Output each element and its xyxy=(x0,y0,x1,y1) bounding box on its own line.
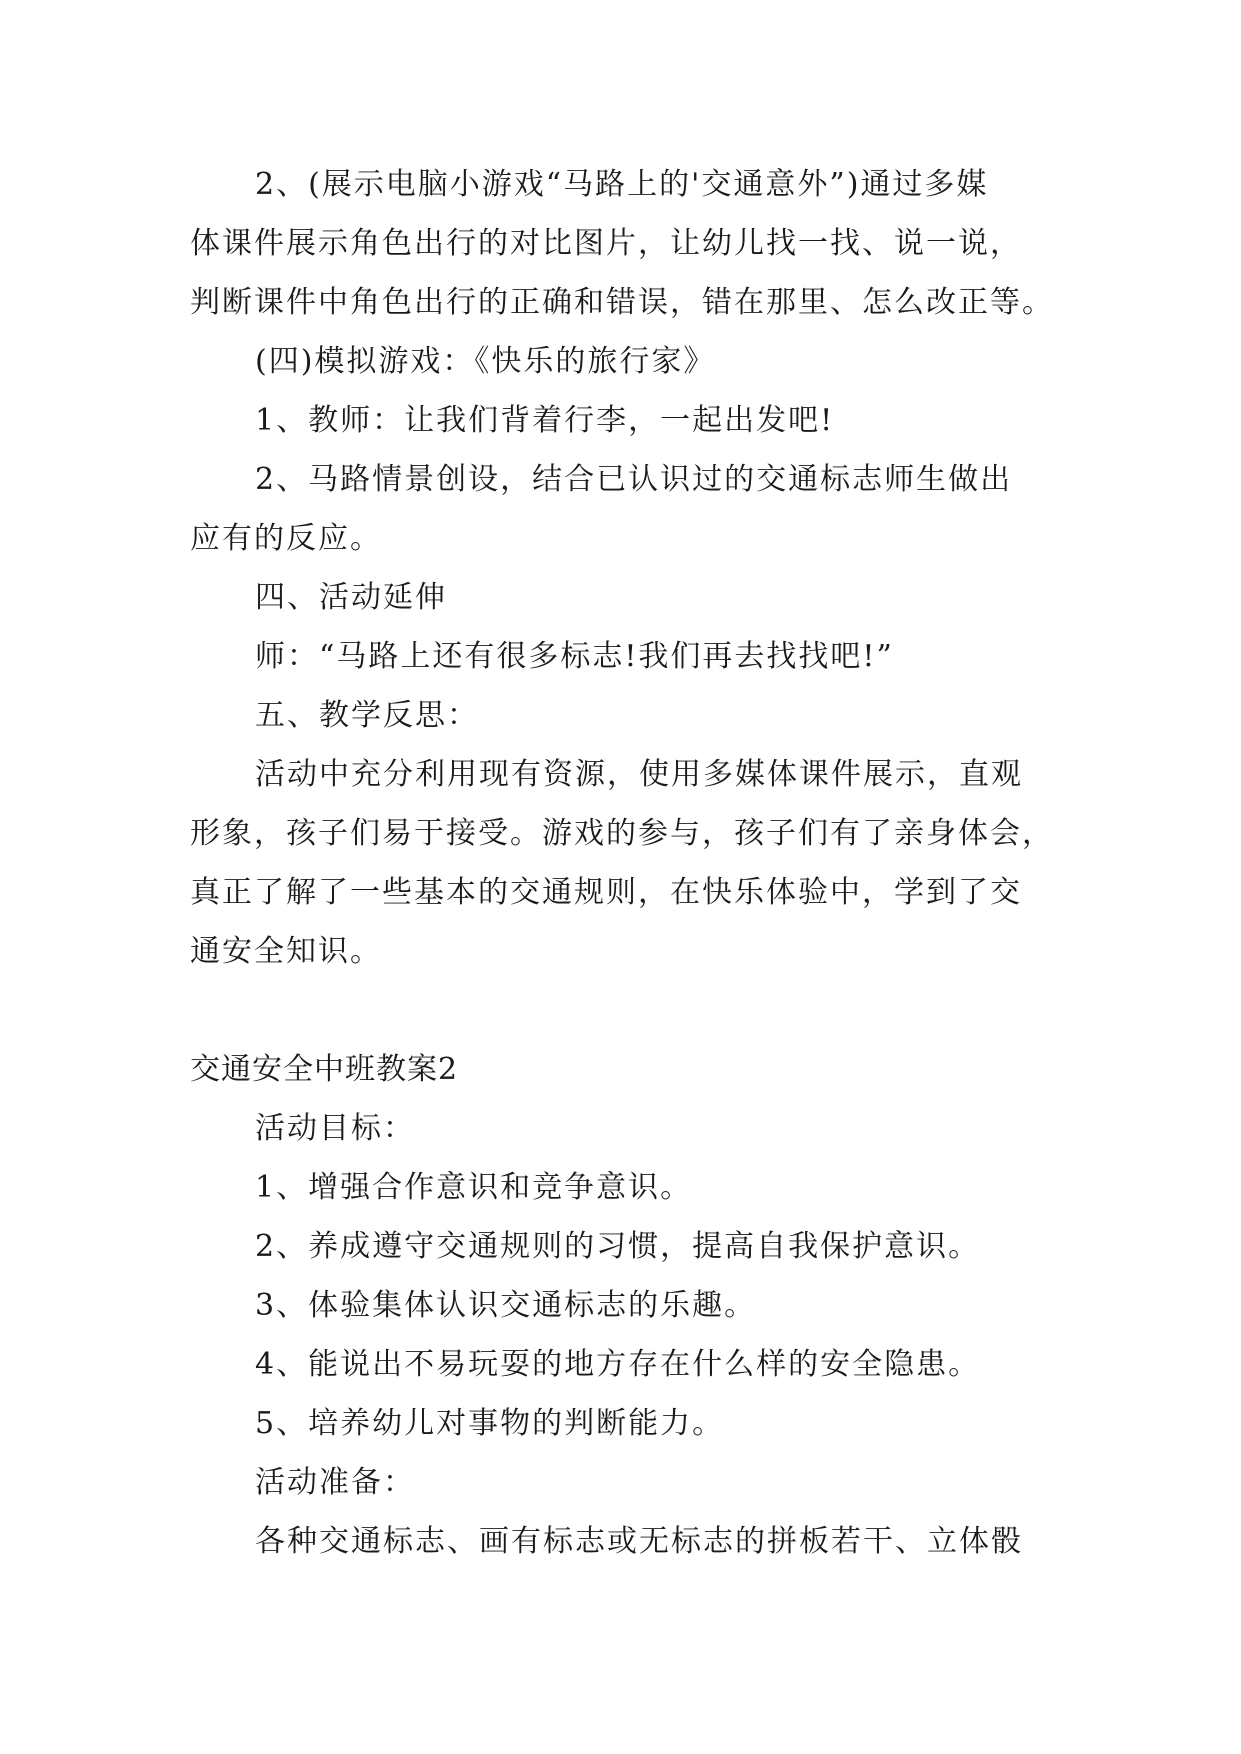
paragraph-line: 各种交通标志、画有标志或无标志的拼板若干、立体骰 xyxy=(255,1524,1023,1559)
list-item: 4、能说出不易玩耍的地方存在什么样的安全隐患。 xyxy=(255,1347,981,1382)
paragraph-line: 通安全知识。 xyxy=(190,934,382,969)
paragraph-line: 活动中充分利用现有资源，使用多媒体课件展示，直观 xyxy=(255,757,1023,792)
document-title: 交通安全中班教案2 xyxy=(190,1052,459,1087)
paragraph-line: 2、(展示电脑小游戏“马路上的'交通意外”)通过多媒 xyxy=(255,167,989,202)
paragraph-line: 体课件展示角色出行的对比图片，让幼儿找一找、说一说， xyxy=(190,226,1022,261)
section-heading: (四)模拟游戏：《快乐的旅行家》 xyxy=(255,344,716,379)
list-item: 1、增强合作意识和竞争意识。 xyxy=(255,1170,693,1205)
section-heading: 活动目标： xyxy=(255,1111,415,1146)
paragraph-line: 真正了解了一些基本的交通规则，在快乐体验中，学到了交 xyxy=(190,875,1022,910)
paragraph-line: 判断课件中角色出行的正确和错误，错在那里、怎么改正等。 xyxy=(190,285,1054,320)
list-item: 3、体验集体认识交通标志的乐趣。 xyxy=(255,1288,757,1323)
section-heading: 四、活动延伸 xyxy=(255,580,447,615)
list-item: 5、培养幼儿对事物的判断能力。 xyxy=(255,1406,725,1441)
list-item: 2、养成遵守交通规则的习惯，提高自我保护意识。 xyxy=(255,1229,981,1264)
paragraph-line: 师：“马路上还有很多标志!我们再去找找吧!” xyxy=(255,639,894,674)
paragraph-line: 形象，孩子们易于接受。游戏的参与，孩子们有了亲身体会， xyxy=(190,816,1054,851)
paragraph-line: 1、教师：让我们背着行李，一起出发吧! xyxy=(255,403,835,438)
paragraph-line: 2、马路情景创设，结合已认识过的交通标志师生做出 xyxy=(255,462,1013,497)
paragraph-line: 应有的反应。 xyxy=(190,521,382,556)
section-heading: 五、教学反思： xyxy=(255,698,479,733)
section-heading: 活动准备： xyxy=(255,1465,415,1500)
